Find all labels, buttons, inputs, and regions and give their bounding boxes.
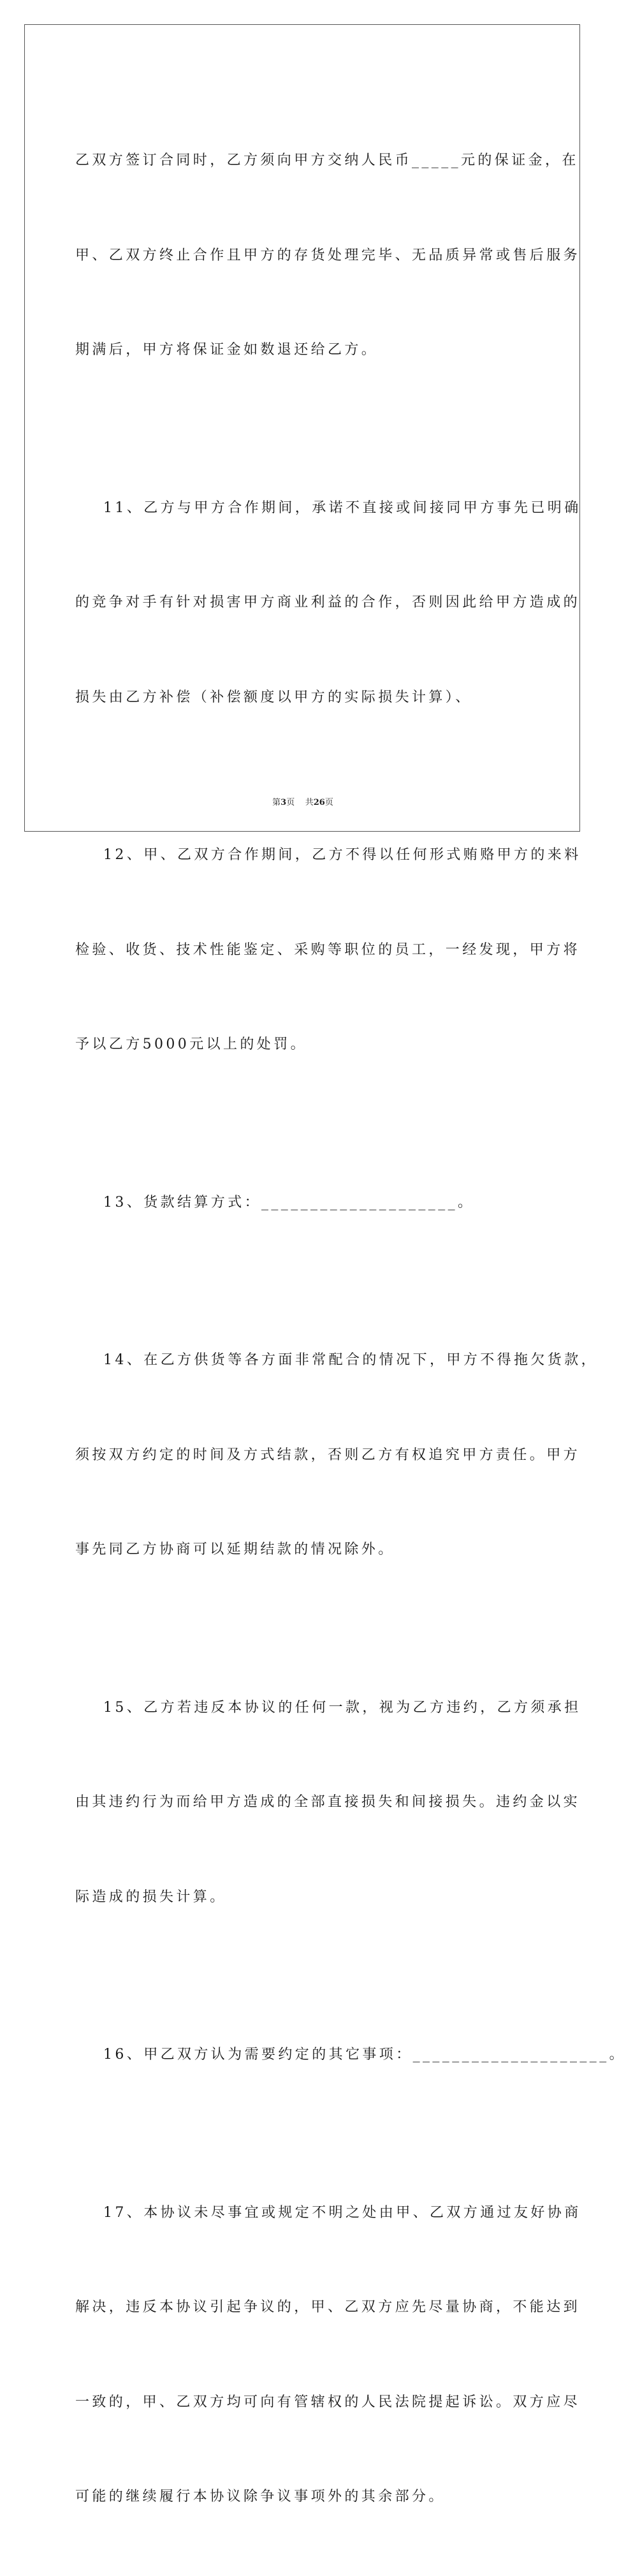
text-line: 11、乙方与甲方合作期间，承诺不直接或间接同甲方事先已明确 bbox=[103, 499, 581, 516]
text-line: 可能的继续履行本协议除争议事项外的其余部分。 bbox=[75, 2489, 446, 2505]
text-line: 12、甲、乙双方合作期间，乙方不得以任何形式贿赂甲方的来料 bbox=[103, 847, 581, 863]
clause-11 bbox=[75, 429, 581, 777]
clause-12 bbox=[75, 776, 581, 1124]
page-number: 3 bbox=[280, 798, 287, 807]
text-line: 17、本协议未尽事宜或规定不明之处由甲、乙双方通过友好协商 bbox=[103, 2204, 581, 2221]
text-line: 由其违约行为而给甲方造成的全部直接损失和间接损失。违约金以实 bbox=[75, 1794, 581, 1810]
text-line: 予以乙方5000元以上的处罚。 bbox=[75, 1036, 307, 1052]
text-line: 15、乙方若违反本协议的任何一款，视为乙方违约，乙方须承担 bbox=[103, 1699, 581, 1716]
text-line: 16、甲乙双方认为需要约定的其它事项：____________________。 bbox=[103, 2047, 626, 2063]
footer-total-prefix: 共 bbox=[305, 798, 314, 807]
footer-total-suffix: 页 bbox=[324, 798, 333, 807]
clause-16 bbox=[75, 1976, 626, 2134]
paragraph-continuation bbox=[75, 82, 581, 429]
document-body bbox=[75, 82, 626, 2576]
text-line: 14、在乙方供货等各方面非常配合的情况下，甲方不得拖欠货款， bbox=[103, 1352, 598, 1368]
clause-13 bbox=[75, 1124, 529, 1282]
clause-15 bbox=[75, 1629, 581, 1976]
text-line: 事先同乙方协商可以延期结款的情况除外。 bbox=[75, 1542, 395, 1557]
text-line: 甲、乙双方终止合作且甲方的存货处理完毕、无品质异常或售后服务 bbox=[75, 247, 581, 263]
text-line: 期满后，甲方将保证金如数退还给乙方。 bbox=[75, 342, 379, 358]
text-line: 13、货款结算方式：____________________。 bbox=[103, 1194, 475, 1211]
text-line: 一致的，甲、乙双方均可向有管辖权的人民法院提起诉讼。双方应尽 bbox=[75, 2394, 581, 2410]
clause-17 bbox=[75, 2134, 581, 2576]
text-line: 际造成的损失计算。 bbox=[75, 1888, 227, 1905]
text-line: 解决，违反本协议引起争议的，甲、乙双方应先尽量协商，不能达到 bbox=[75, 2299, 581, 2315]
footer-prefix: 第 bbox=[272, 798, 281, 807]
text-line: 损失由乙方补偿（补偿额度以甲方的实际损失计算）、 bbox=[75, 689, 472, 705]
text-line: 的竞争对手有针对损害甲方商业利益的合作，否则因此给甲方造成的 bbox=[75, 594, 581, 610]
text-line: 检验、收货、技术性能鉴定、采购等职位的员工，一经发现，甲方将 bbox=[75, 941, 581, 958]
text-line: 须按双方约定的时间及方式结款，否则乙方有权追究甲方责任。甲方 bbox=[75, 1446, 581, 1463]
page-footer bbox=[0, 795, 606, 807]
footer-page-suffix: 页 bbox=[286, 798, 295, 807]
clause-14 bbox=[75, 1281, 598, 1629]
text-line: 乙双方签订合同时，乙方须向甲方交纳人民币_____元的保证金，在 bbox=[75, 152, 579, 168]
total-pages: 26 bbox=[313, 798, 325, 807]
